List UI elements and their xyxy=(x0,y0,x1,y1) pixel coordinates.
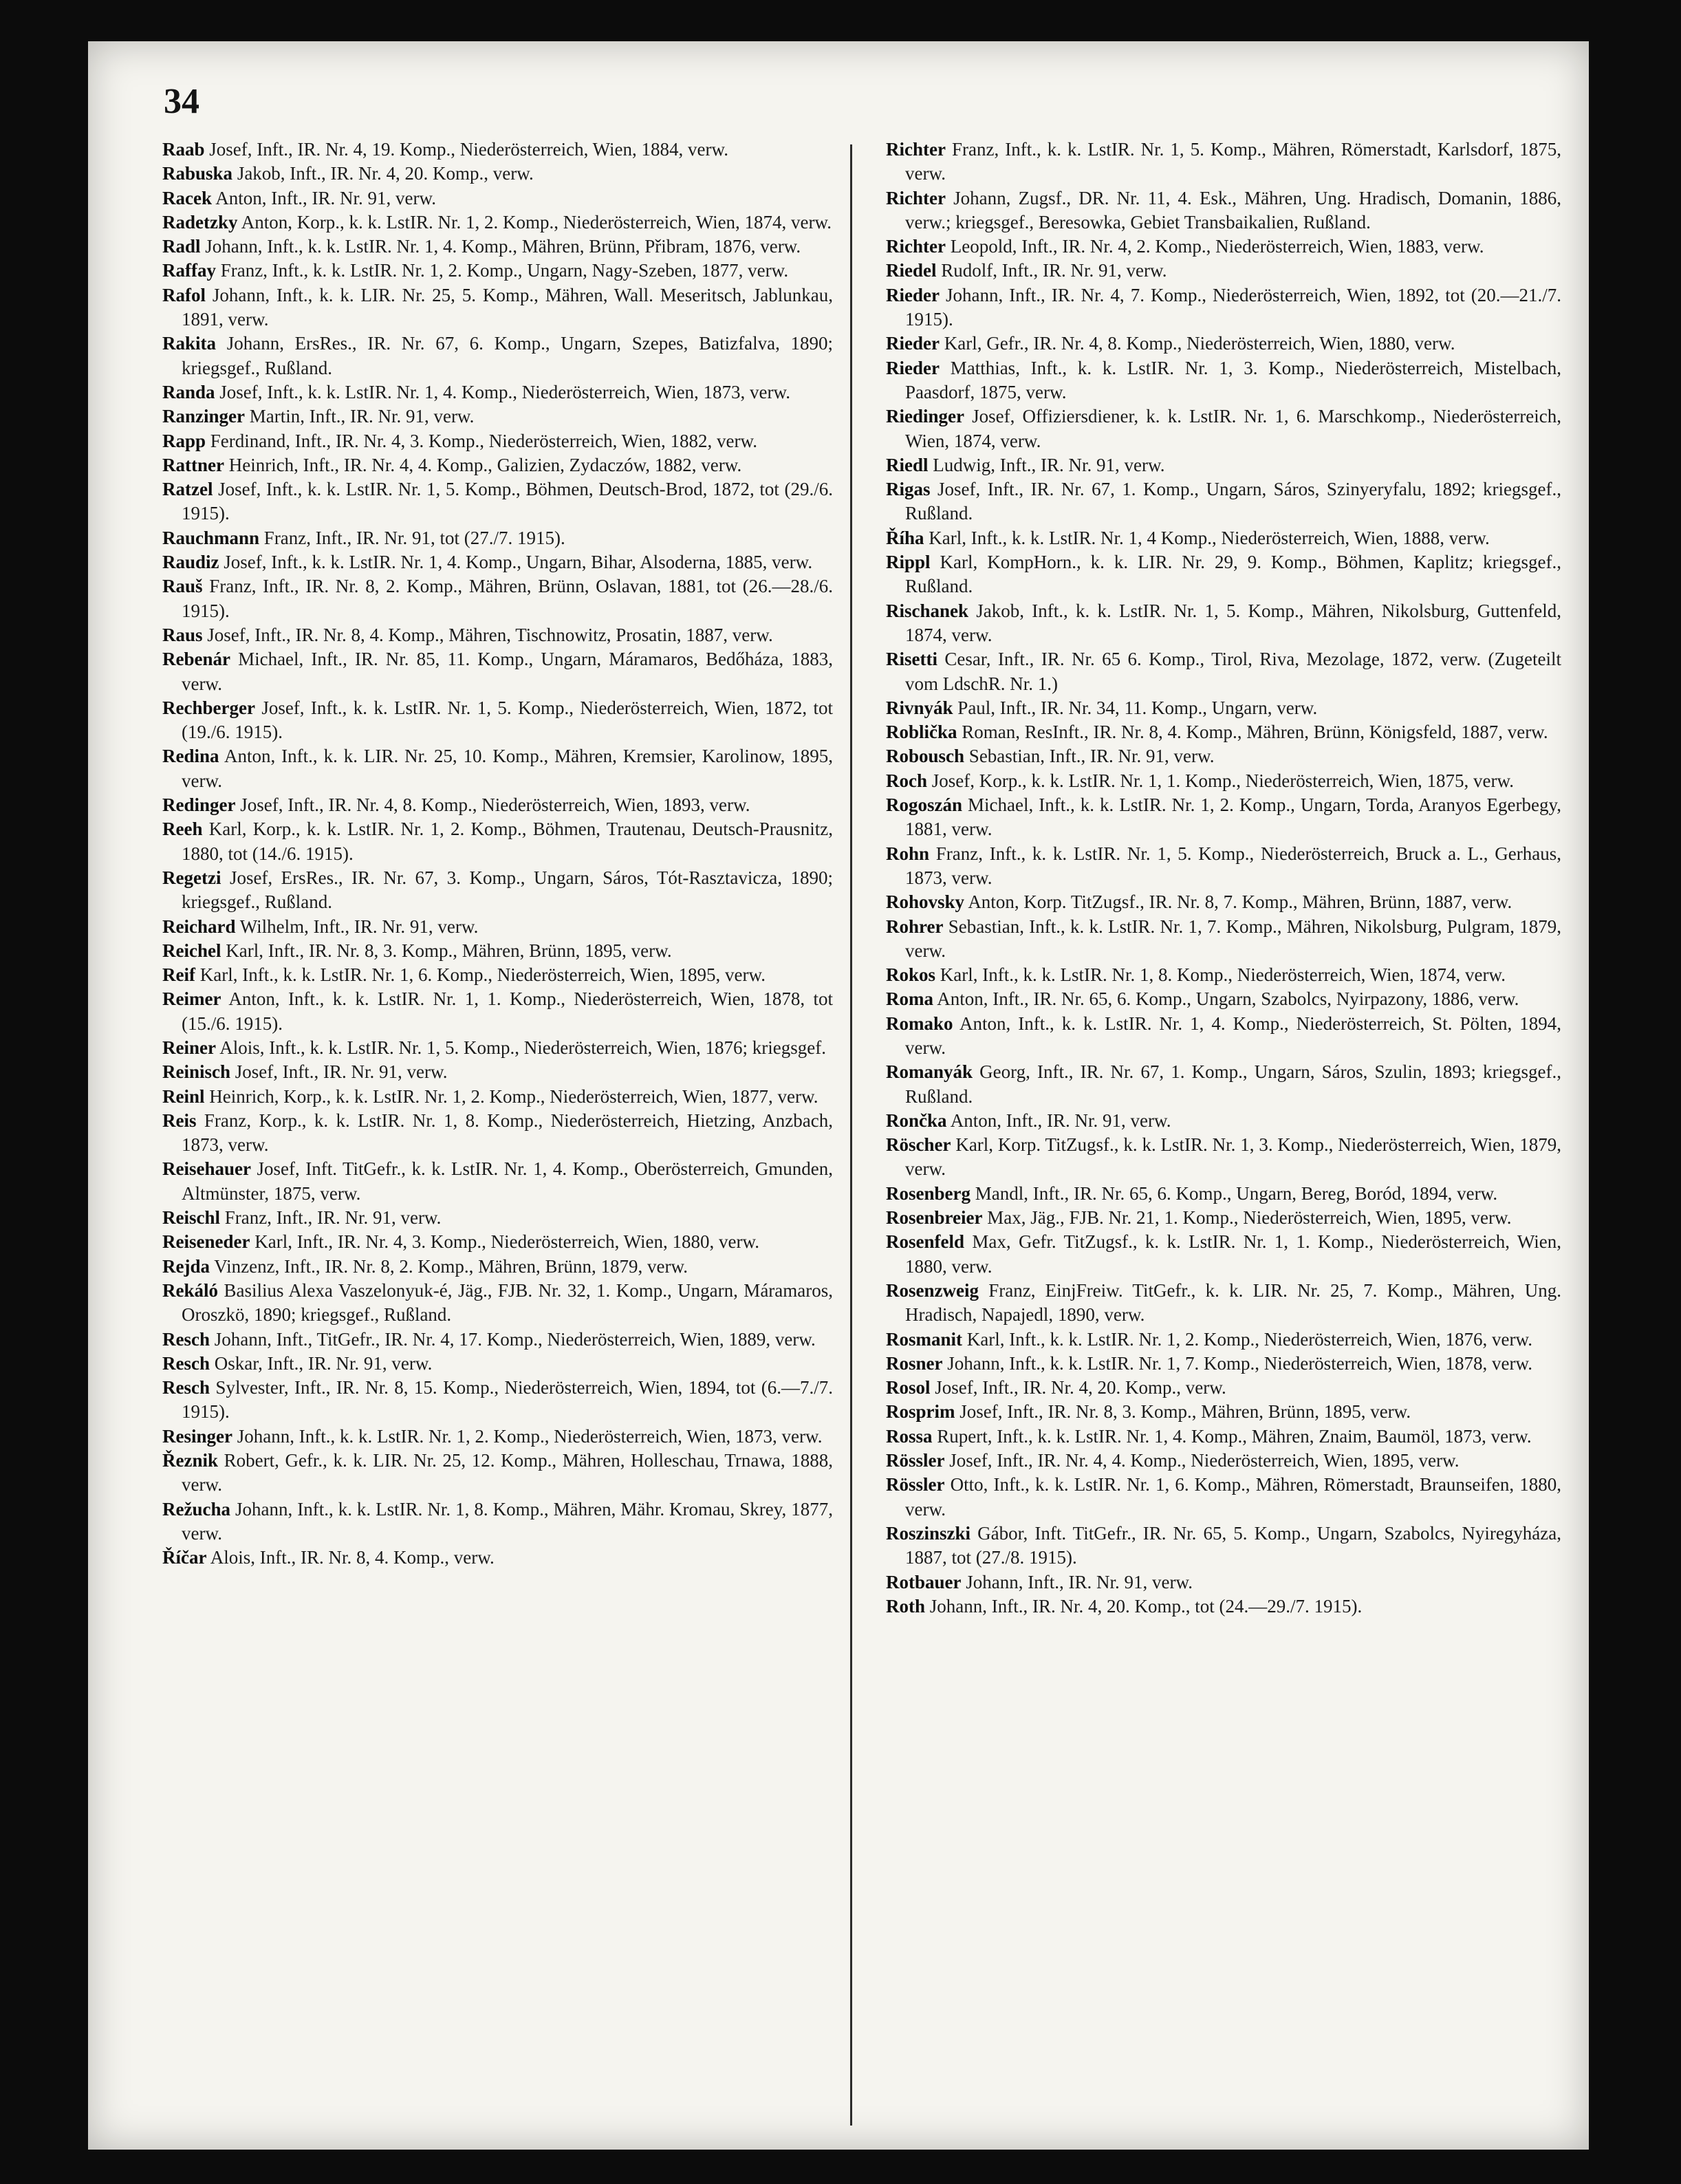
entry-surname: Reis xyxy=(162,1110,197,1131)
entry-details: Johann, Inft., k. k. LstIR. Nr. 1, 4. Komp., Mähren, Brünn, Přibram, 1876, verw. xyxy=(205,236,801,257)
list-entry xyxy=(162,1230,833,1254)
list-entry xyxy=(886,332,1561,356)
entry-surname: Reinisch xyxy=(162,1061,231,1083)
entry-details: Josef, Inft., IR. Nr. 4, 4. Komp., Niederösterreich, Wien, 1895, verw. xyxy=(949,1450,1460,1471)
list-entry xyxy=(162,1498,833,1546)
entry-details: Karl, Inft., k. k. LstIR. Nr. 1, 6. Komp., Niederösterreich, Wien, 1895, verw. xyxy=(199,964,766,986)
entry-surname: Rosner xyxy=(886,1352,943,1374)
entry-details: Josef, Inft., k. k. LstIR. Nr. 1, 5. Komp., Niederösterreich, Wien, 1872, tot (19./6. 1915). xyxy=(182,697,833,743)
entry-surname: Richter xyxy=(886,139,946,160)
list-entry xyxy=(886,890,1561,914)
entry-details: Johann, Zugsf., DR. Nr. 11, 4. Esk., Mähren, Ung. Hradisch, Domanin, 1886, verw.; kriegsgef., Beresowka, Gebiet Transbaikalien, Rußland. xyxy=(905,187,1562,233)
entry-surname: Roblička xyxy=(886,722,957,743)
entry-surname: Reeh xyxy=(162,819,203,840)
entry-details: Josef, Korp., k. k. LstIR. Nr. 1, 1. Komp., Niederösterreich, Wien, 1875, verw. xyxy=(931,770,1515,791)
list-entry xyxy=(886,963,1561,987)
entry-surname: Resinger xyxy=(162,1425,232,1447)
entry-surname: Rohn xyxy=(886,843,930,864)
list-entry xyxy=(886,1425,1561,1449)
list-entry xyxy=(162,696,833,745)
list-entry xyxy=(886,1230,1561,1279)
list-entry xyxy=(162,1279,833,1328)
list-entry xyxy=(886,1473,1561,1522)
entry-surname: Roszinszki xyxy=(886,1522,971,1544)
entry-surname: Rohovsky xyxy=(886,891,965,913)
list-entry xyxy=(886,720,1561,744)
entry-surname: Rončka xyxy=(886,1110,947,1131)
list-entry xyxy=(886,259,1561,283)
entry-surname: Rosmanit xyxy=(886,1328,963,1350)
entry-details: Anton, Korp., k. k. LstIR. Nr. 1, 2. Komp., Niederösterreich, Wien, 1874, verw. xyxy=(241,211,832,233)
entry-surname: Rekáló xyxy=(162,1279,218,1301)
entry-surname: Reinl xyxy=(162,1085,205,1107)
list-entry xyxy=(886,1522,1561,1570)
entry-details: Josef, Inft. TitGefr., k. k. LstIR. Nr. 1, 4. Komp., Oberösterreich, Gmunden, Altmünster, 1875, verw. xyxy=(182,1158,833,1204)
entry-surname: Raudiz xyxy=(162,552,219,573)
list-entry xyxy=(886,1352,1561,1376)
left-column xyxy=(162,138,833,1570)
entry-surname: Raus xyxy=(162,624,203,645)
list-entry xyxy=(162,526,833,550)
entry-surname: Resch xyxy=(162,1377,210,1398)
list-entry xyxy=(886,1328,1561,1352)
entry-surname: Roma xyxy=(886,988,933,1010)
entry-surname: Regetzi xyxy=(162,867,221,888)
entry-surname: Rieder xyxy=(886,333,940,354)
entry-details: Josef, Offiziersdiener, k. k. LstIR. Nr. 1, 6. Marschkomp., Niederösterreich, Wien, 1874, verw. xyxy=(905,406,1561,451)
entry-details: Franz, Korp., k. k. LstIR. Nr. 1, 8. Komp., Niederösterreich, Hietzing, Anzbach, 1873, verw. xyxy=(182,1110,833,1156)
entry-surname: Roth xyxy=(886,1595,926,1617)
entry-details: Leopold, Inft., IR. Nr. 4, 2. Komp., Niederösterreich, Wien, 1883, verw. xyxy=(950,236,1484,257)
entry-details: Vinzenz, Inft., IR. Nr. 8, 2. Komp., Mähren, Brünn, 1879, verw. xyxy=(214,1255,688,1277)
entry-details: Josef, Inft., IR. Nr. 91, verw. xyxy=(235,1061,448,1083)
list-entry xyxy=(162,987,833,1036)
list-entry xyxy=(162,647,833,696)
entry-details: Josef, Inft., IR. Nr. 67, 1. Komp., Ungarn, Sáros, Szinyeryfalu, 1892; kriegsgef., Rußland. xyxy=(905,479,1561,524)
entry-details: Ferdinand, Inft., IR. Nr. 4, 3. Komp., Niederösterreich, Wien, 1882, verw. xyxy=(210,430,758,451)
list-entry xyxy=(886,1594,1561,1619)
entry-details: Josef, Inft., IR. Nr. 8, 3. Komp., Mähren, Brünn, 1895, verw. xyxy=(959,1401,1411,1423)
entry-surname: Resch xyxy=(162,1352,210,1374)
entry-details: Alois, Inft., k. k. LstIR. Nr. 1, 5. Komp., Niederösterreich, Wien, 1876; kriegsgef. xyxy=(219,1037,826,1058)
list-entry xyxy=(162,186,833,210)
entry-details: Franz, Inft., IR. Nr. 91, verw. xyxy=(224,1207,442,1229)
entry-details: Anton, Korp. TitZugsf., IR. Nr. 8, 7. Komp., Mähren, Brünn, 1887, verw. xyxy=(968,891,1512,913)
entry-surname: Reisehauer xyxy=(162,1158,251,1180)
entry-details: Karl, Inft., IR. Nr. 4, 3. Komp., Niederösterreich, Wien, 1880, verw. xyxy=(254,1231,759,1253)
list-entry xyxy=(886,1060,1561,1109)
entry-surname: Rischanek xyxy=(886,600,969,621)
list-entry xyxy=(162,963,833,987)
list-entry xyxy=(162,939,833,963)
entry-surname: Rosenzweig xyxy=(886,1279,979,1301)
list-entry xyxy=(162,744,833,793)
entry-surname: Rivnyák xyxy=(886,697,953,718)
list-entry xyxy=(162,1328,833,1352)
right-column xyxy=(886,138,1561,1619)
list-entry xyxy=(886,1449,1561,1473)
list-entry xyxy=(162,1376,833,1425)
list-entry xyxy=(886,793,1561,842)
entry-details: Jakob, Inft., IR. Nr. 4, 20. Komp., verw. xyxy=(237,163,534,184)
list-entry xyxy=(162,1546,833,1570)
entry-details: Karl, Inft., k. k. LstIR. Nr. 1, 8. Komp., Niederösterreich, Wien, 1874, verw. xyxy=(940,964,1506,986)
entry-details: Sebastian, Inft., k. k. LstIR. Nr. 1, 7. Komp., Mähren, Nikolsburg, Pulgram, 1879, verw. xyxy=(905,916,1562,961)
entry-surname: Rauchmann xyxy=(162,527,260,548)
entry-details: Franz, Inft., IR. Nr. 91, tot (27./7. 1915). xyxy=(263,527,565,548)
entry-surname: Rauš xyxy=(162,576,203,597)
entry-details: Franz, Inft., k. k. LstIR. Nr. 1, 2. Komp., Ungarn, Nagy-Szeben, 1877, verw. xyxy=(220,260,789,281)
list-entry xyxy=(886,138,1561,186)
list-entry xyxy=(162,1085,833,1109)
entry-details: Anton, Inft., k. k. LstIR. Nr. 1, 1. Komp., Niederösterreich, Wien, 1878, tot (15./6. 1915). xyxy=(182,988,833,1034)
entry-surname: Rabuska xyxy=(162,163,233,184)
list-entry xyxy=(162,1352,833,1376)
entry-surname: Reischl xyxy=(162,1207,220,1229)
entry-surname: Richter xyxy=(886,236,946,257)
entry-details: Georg, Inft., IR. Nr. 67, 1. Komp., Ungarn, Sáros, Szulin, 1893; kriegsgef., Rußland. xyxy=(905,1061,1562,1107)
entry-surname: Radl xyxy=(162,236,201,257)
list-entry xyxy=(886,915,1561,964)
entry-details: Martin, Inft., IR. Nr. 91, verw. xyxy=(249,406,475,427)
list-entry xyxy=(886,1182,1561,1206)
list-entry xyxy=(162,1449,833,1498)
list-entry xyxy=(886,987,1561,1011)
entry-details: Johann, Inft., IR. Nr. 91, verw. xyxy=(966,1571,1193,1592)
entry-surname: Ratzel xyxy=(162,479,213,500)
entry-surname: Riedinger xyxy=(886,406,964,427)
list-entry xyxy=(162,453,833,477)
entry-details: Karl, Gefr., IR. Nr. 4, 8. Komp., Niederösterreich, Wien, 1880, verw. xyxy=(944,333,1455,354)
entry-details: Alois, Inft., IR. Nr. 8, 4. Komp., verw. xyxy=(210,1547,495,1568)
entry-surname: Reimer xyxy=(162,988,221,1010)
entry-details: Wilhelm, Inft., IR. Nr. 91, verw. xyxy=(239,916,479,937)
entry-surname: Rokos xyxy=(886,964,936,986)
entry-details: Josef, Inft., k. k. LstIR. Nr. 1, 4. Komp., Niederösterreich, Wien, 1873, verw. xyxy=(219,381,791,402)
list-entry xyxy=(162,283,833,332)
list-entry xyxy=(886,356,1561,405)
list-entry xyxy=(162,235,833,259)
entry-surname: Rejda xyxy=(162,1255,210,1277)
entry-surname: Řeznik xyxy=(162,1450,218,1471)
entry-details: Karl, Inft., k. k. LstIR. Nr. 1, 2. Komp., Niederösterreich, Wien, 1876, verw. xyxy=(966,1328,1532,1350)
entry-details: Franz, EinjFreiw. TitGefr., k. k. LIR. Nr. 25, 7. Komp., Mähren, Ung. Hradisch, Napajedl, 1890, verw. xyxy=(905,1279,1561,1326)
list-entry xyxy=(162,1036,833,1060)
entry-surname: Risetti xyxy=(886,649,937,670)
list-entry xyxy=(886,404,1561,453)
entry-details: Johann, ErsRes., IR. Nr. 67, 6. Komp., Ungarn, Szepes, Batizfalva, 1890; kriegsgef., Rußland. xyxy=(182,333,834,378)
entry-surname: Rigas xyxy=(886,479,931,500)
column-divider xyxy=(850,144,852,2126)
entry-surname: Režucha xyxy=(162,1498,230,1520)
list-entry xyxy=(886,550,1561,599)
list-entry xyxy=(886,1279,1561,1328)
page-number: 34 xyxy=(164,82,199,121)
entry-details: Anton, Inft., k. k. LIR. Nr. 25, 10. Komp., Mähren, Kremsier, Karolinow, 1895, verw. xyxy=(182,746,833,791)
entry-details: Johann, Inft., k. k. LstIR. Nr. 1, 2. Komp., Niederösterreich, Wien, 1873, verw. xyxy=(237,1425,823,1447)
list-entry xyxy=(162,380,833,404)
entry-details: Max, Gefr. TitZugsf., k. k. LstIR. Nr. 1, 1. Komp., Niederösterreich, Wien, 1880, verw. xyxy=(905,1231,1562,1277)
entry-surname: Riedl xyxy=(886,454,929,475)
entry-surname: Robousch xyxy=(886,746,965,767)
entry-surname: Rieder xyxy=(886,284,940,305)
list-entry xyxy=(162,817,833,866)
entry-surname: Rotbauer xyxy=(886,1571,962,1592)
list-entry xyxy=(162,793,833,817)
list-entry xyxy=(162,404,833,429)
document-page xyxy=(88,41,1589,2150)
list-entry xyxy=(162,915,833,939)
entry-details: Johann, Inft., k. k. LIR. Nr. 25, 5. Komp., Mähren, Wall. Meseritsch, Jablunkau, 1891, verw. xyxy=(182,284,834,330)
entry-surname: Reiseneder xyxy=(162,1231,250,1253)
entry-surname: Rieder xyxy=(886,357,940,378)
list-entry xyxy=(886,1570,1561,1594)
list-entry xyxy=(162,429,833,453)
list-entry xyxy=(162,1060,833,1084)
list-entry xyxy=(886,599,1561,648)
list-entry xyxy=(886,1400,1561,1424)
entry-surname: Rosprim xyxy=(886,1401,955,1423)
list-entry xyxy=(886,1206,1561,1230)
entry-surname: Říha xyxy=(886,527,924,548)
list-entry xyxy=(162,138,833,162)
entry-surname: Rosenbreier xyxy=(886,1207,983,1229)
entry-surname: Richter xyxy=(886,187,946,208)
entry-surname: Raab xyxy=(162,139,205,160)
entry-details: Josef, Inft., IR. Nr. 8, 4. Komp., Mähren, Tischnowitz, Prosatin, 1887, verw. xyxy=(207,624,773,645)
entry-surname: Romako xyxy=(886,1013,953,1034)
entry-details: Basilius Alexa Vaszelonyuk-é, Jäg., FJB. Nr. 32, 1. Komp., Ungarn, Máramaros, Oroszkö, 1890; kriegsgef., Rußland. xyxy=(182,1279,834,1326)
entry-details: Josef, Inft., IR. Nr. 4, 19. Komp., Niederösterreich, Wien, 1884, verw. xyxy=(209,139,729,160)
entry-details: Heinrich, Korp., k. k. LstIR. Nr. 1, 2. Komp., Niederösterreich, Wien, 1877, verw. xyxy=(209,1085,818,1107)
list-entry xyxy=(886,744,1561,768)
list-entry xyxy=(162,1157,833,1206)
entry-details: Anton, Inft., IR. Nr. 65, 6. Komp., Ungarn, Szabolcs, Nyirpazony, 1886, verw. xyxy=(937,988,1519,1010)
list-entry xyxy=(886,696,1561,720)
list-entry xyxy=(162,866,833,915)
entry-details: Sebastian, Inft., IR. Nr. 91, verw. xyxy=(968,746,1215,767)
entry-details: Rupert, Inft., k. k. LstIR. Nr. 1, 4. Komp., Mähren, Znaim, Baumöl, 1873, verw. xyxy=(937,1425,1532,1447)
entry-surname: Romanyák xyxy=(886,1061,973,1083)
entry-surname: Ranzinger xyxy=(162,406,245,427)
entry-details: Karl, Korp., k. k. LstIR. Nr. 1, 2. Komp., Böhmen, Trautenau, Deutsch-Prausnitz, 1880, tot (14./6. 1915). xyxy=(182,819,833,864)
entry-details: Gábor, Inft. TitGefr., IR. Nr. 65, 5. Komp., Ungarn, Szabolcs, Nyiregyháza, 1887, tot (27./8. 1915). xyxy=(905,1522,1562,1568)
entry-details: Karl, Korp. TitZugsf., k. k. LstIR. Nr. 1, 3. Komp., Niederösterreich, Wien, 1879, verw. xyxy=(905,1134,1561,1180)
entry-surname: Rattner xyxy=(162,454,224,475)
entry-details: Michael, Inft., IR. Nr. 85, 11. Komp., Ungarn, Máramaros, Bedőháza, 1883, verw. xyxy=(182,649,834,694)
entry-surname: Raffay xyxy=(162,260,216,281)
entry-details: Jakob, Inft., k. k. LstIR. Nr. 1, 5. Komp., Mähren, Nikolsburg, Guttenfeld, 1874, verw. xyxy=(905,600,1562,645)
entry-details: Johann, Inft., k. k. LstIR. Nr. 1, 7. Komp., Niederösterreich, Wien, 1878, verw. xyxy=(947,1352,1533,1374)
entry-surname: Reichel xyxy=(162,940,221,961)
entry-details: Sylvester, Inft., IR. Nr. 8, 15. Komp., Niederösterreich, Wien, 1894, tot (6.—7./7. 1915). xyxy=(182,1377,833,1423)
entry-details: Anton, Inft., IR. Nr. 91, verw. xyxy=(215,187,436,208)
entry-surname: Rohrer xyxy=(886,916,944,937)
entry-details: Karl, Inft., k. k. LstIR. Nr. 1, 4 Komp., Niederösterreich, Wien, 1888, verw. xyxy=(929,527,1490,548)
entry-surname: Rosol xyxy=(886,1377,931,1398)
entry-details: Johann, Inft., k. k. LstIR. Nr. 1, 8. Komp., Mähren, Mähr. Kromau, Skrey, 1877, verw. xyxy=(182,1498,834,1544)
list-entry xyxy=(886,1133,1561,1182)
entry-details: Oskar, Inft., IR. Nr. 91, verw. xyxy=(214,1352,433,1374)
entry-details: Anton, Inft., k. k. LstIR. Nr. 1, 4. Komp., Niederösterreich, St. Pölten, 1894, verw. xyxy=(905,1013,1561,1058)
entry-surname: Rogoszán xyxy=(886,794,963,816)
list-entry xyxy=(162,1109,833,1158)
entry-surname: Resch xyxy=(162,1328,210,1350)
entry-surname: Rechberger xyxy=(162,697,255,718)
list-entry xyxy=(886,453,1561,477)
entry-details: Cesar, Inft., IR. Nr. 65 6. Komp., Tirol, Riva, Mezolage, 1872, verw. (Zugeteilt vom LdschR. Nr. 1.) xyxy=(905,649,1562,694)
entry-surname: Rössler xyxy=(886,1474,945,1495)
entry-details: Johann, Inft., IR. Nr. 4, 20. Komp., tot (24.—29./7. 1915). xyxy=(929,1595,1363,1617)
list-entry xyxy=(886,842,1561,891)
entry-surname: Riedel xyxy=(886,260,937,281)
entry-surname: Roch xyxy=(886,770,927,791)
list-entry xyxy=(162,210,833,235)
entry-surname: Rosenberg xyxy=(886,1182,970,1204)
entry-details: Josef, Inft., k. k. LstIR. Nr. 1, 5. Komp., Böhmen, Deutsch-Brod, 1872, tot (29./6. 1915). xyxy=(182,479,834,524)
entry-surname: Randa xyxy=(162,381,215,402)
list-entry xyxy=(162,550,833,574)
entry-details: Mandl, Inft., IR. Nr. 65, 6. Komp., Ungarn, Bereg, Boród, 1894, verw. xyxy=(975,1182,1498,1204)
entry-surname: Rakita xyxy=(162,333,217,354)
list-entry xyxy=(886,1109,1561,1133)
entry-details: Heinrich, Inft., IR. Nr. 4, 4. Komp., Galizien, Zydaczów, 1882, verw. xyxy=(228,454,742,475)
entry-surname: Redina xyxy=(162,746,219,767)
entry-details: Johann, Inft., TitGefr., IR. Nr. 4, 17. Komp., Niederösterreich, Wien, 1889, verw. xyxy=(214,1328,816,1350)
entry-details: Matthias, Inft., k. k. LstIR. Nr. 1, 3. Komp., Niederösterreich, Mistelbach, Paasdorf, 1875, verw. xyxy=(905,357,1562,402)
entry-details: Josef, Inft., k. k. LstIR. Nr. 1, 4. Komp., Ungarn, Bihar, Alsoderna, 1885, verw. xyxy=(224,552,813,573)
list-entry xyxy=(162,1206,833,1230)
entry-details: Johann, Inft., IR. Nr. 4, 7. Komp., Niederösterreich, Wien, 1892, tot (20.—21./7. 1915). xyxy=(905,284,1561,330)
entry-surname: Reiner xyxy=(162,1037,216,1058)
list-entry xyxy=(886,283,1561,332)
entry-details: Otto, Inft., k. k. LstIR. Nr. 1, 6. Komp., Mähren, Römerstadt, Braunseifen, 1880, verw. xyxy=(905,1474,1561,1520)
list-entry xyxy=(886,477,1561,526)
entry-surname: Rossa xyxy=(886,1425,933,1447)
list-entry xyxy=(162,1255,833,1279)
entry-surname: Rafol xyxy=(162,284,206,305)
list-entry xyxy=(886,769,1561,793)
entry-details: Paul, Inft., IR. Nr. 34, 11. Komp., Ungarn, verw. xyxy=(957,697,1318,718)
entry-details: Josef, Inft., IR. Nr. 4, 8. Komp., Niederösterreich, Wien, 1893, verw. xyxy=(240,794,750,816)
list-entry xyxy=(162,1425,833,1449)
entry-surname: Reichard xyxy=(162,916,236,937)
list-entry xyxy=(162,332,833,380)
entry-details: Rudolf, Inft., IR. Nr. 91, verw. xyxy=(941,260,1167,281)
entry-details: Robert, Gefr., k. k. LIR. Nr. 25, 12. Komp., Mähren, Holleschau, Trnawa, 1888, verw. xyxy=(182,1450,833,1495)
list-entry xyxy=(162,574,833,623)
entry-details: Karl, Inft., IR. Nr. 8, 3. Komp., Mähren, Brünn, 1895, verw. xyxy=(226,940,672,961)
entry-surname: Rössler xyxy=(886,1450,945,1471)
entry-surname: Rapp xyxy=(162,430,206,451)
entry-details: Franz, Inft., k. k. LstIR. Nr. 1, 5. Komp., Mähren, Römerstadt, Karlsdorf, 1875, verw. xyxy=(905,139,1561,184)
entry-details: Josef, ErsRes., IR. Nr. 67, 3. Komp., Ungarn, Sáros, Tót-Rasztavicza, 1890; kriegsgef., Rußland. xyxy=(182,867,834,913)
list-entry xyxy=(886,526,1561,550)
list-entry xyxy=(162,623,833,647)
entry-details: Michael, Inft., k. k. LstIR. Nr. 1, 2. Komp., Ungarn, Torda, Aranyos Egerbegy, 1881, verw. xyxy=(905,794,1561,840)
entry-details: Max, Jäg., FJB. Nr. 21, 1. Komp., Niederösterreich, Wien, 1895, verw. xyxy=(987,1207,1512,1229)
list-entry xyxy=(162,259,833,283)
entry-details: Josef, Inft., IR. Nr. 4, 20. Komp., verw. xyxy=(935,1377,1226,1398)
list-entry xyxy=(886,1376,1561,1400)
entry-details: Anton, Inft., IR. Nr. 91, verw. xyxy=(950,1110,1171,1131)
list-entry xyxy=(162,477,833,526)
entry-surname: Říčar xyxy=(162,1547,207,1568)
list-entry xyxy=(162,162,833,186)
list-entry xyxy=(886,1012,1561,1061)
entry-surname: Radetzky xyxy=(162,211,238,233)
entry-surname: Röscher xyxy=(886,1134,951,1156)
entry-surname: Racek xyxy=(162,187,212,208)
entry-surname: Rebenár xyxy=(162,649,230,670)
entry-details: Karl, KompHorn., k. k. LIR. Nr. 29, 9. Komp., Böhmen, Kaplitz; kriegsgef., Rußland. xyxy=(905,552,1561,597)
entry-surname: Reif xyxy=(162,964,195,986)
entry-details: Roman, ResInft., IR. Nr. 8, 4. Komp., Mähren, Brünn, Königsfeld, 1887, verw. xyxy=(962,722,1548,743)
list-entry xyxy=(886,647,1561,696)
list-entry xyxy=(886,186,1561,235)
entry-surname: Redinger xyxy=(162,794,236,816)
list-entry xyxy=(886,235,1561,259)
entry-details: Ludwig, Inft., IR. Nr. 91, verw. xyxy=(933,454,1165,475)
entry-details: Franz, Inft., k. k. LstIR. Nr. 1, 5. Komp., Niederösterreich, Bruck a. L., Gerhaus, 1873, verw. xyxy=(905,843,1561,888)
entry-details: Franz, Inft., IR. Nr. 8, 2. Komp., Mähren, Brünn, Oslavan, 1881, tot (26.—28./6. 1915). xyxy=(182,576,833,621)
entry-surname: Rippl xyxy=(886,552,931,573)
entry-surname: Rosenfeld xyxy=(886,1231,964,1253)
